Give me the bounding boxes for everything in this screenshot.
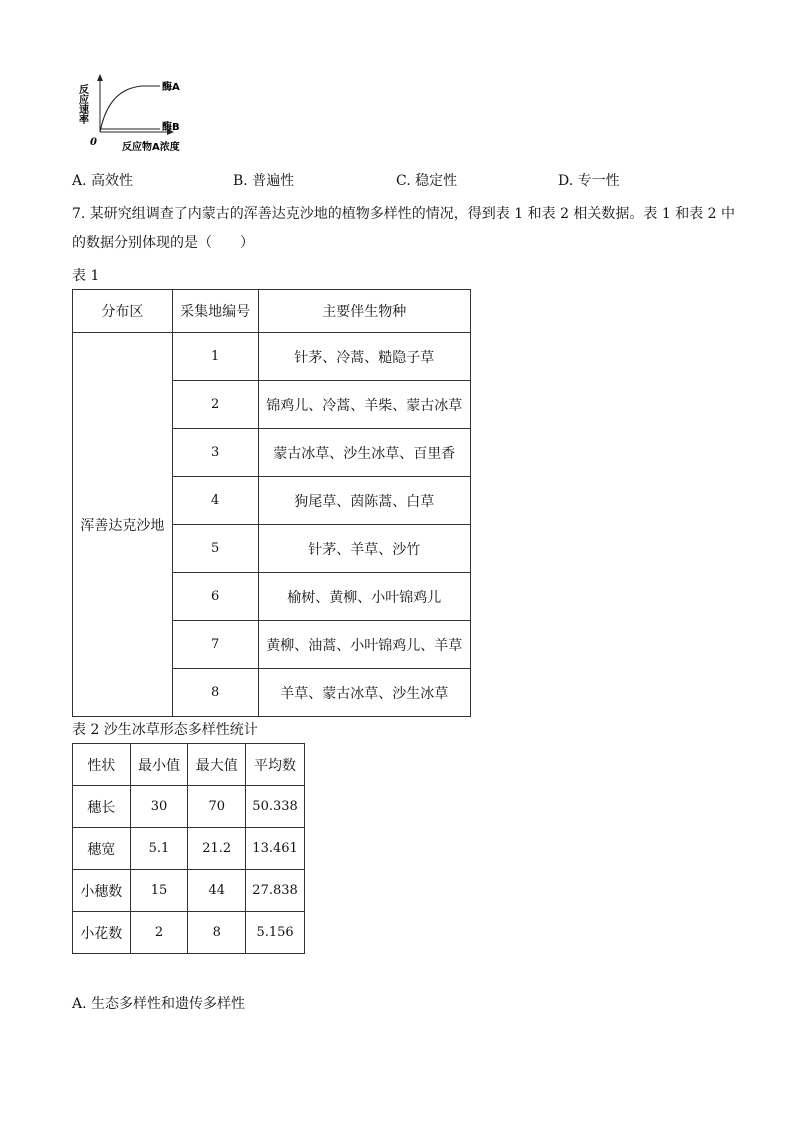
table2-trait-cell: 小花数 <box>73 912 131 954</box>
table1-id-cell: 2 <box>172 381 258 429</box>
table2-header-cell: 平均数 <box>246 744 305 786</box>
table1-species-cell: 榆树、黄柳、小叶锦鸡儿 <box>258 573 470 621</box>
option-a: A. 高效性 <box>72 173 134 189</box>
table1-id-cell: 6 <box>172 573 258 621</box>
x-axis-label: 反应物A浓度 <box>122 142 180 153</box>
table1-id-cell: 8 <box>172 669 258 717</box>
table1-species-cell: 黄柳、油蒿、小叶锦鸡儿、羊草 <box>258 621 470 669</box>
table2-trait-cell: 穗长 <box>73 786 131 828</box>
table1-region-cell: 浑善达克沙地 <box>73 333 173 717</box>
table1-species-cell: 针茅、羊草、沙竹 <box>258 525 470 573</box>
option-b: B. 普遍性 <box>233 173 295 189</box>
question-line-2: 的数据分别体现的是（ ） <box>72 235 254 251</box>
table1-species-cell: 羊草、蒙古冰草、沙生冰草 <box>258 669 470 717</box>
table1-id-cell: 4 <box>172 477 258 525</box>
table2-min-cell: 2 <box>130 912 188 954</box>
table1-id-cell: 1 <box>172 333 258 381</box>
table2-max-cell: 21.2 <box>188 828 246 870</box>
option-d: D. 专一性 <box>558 173 620 189</box>
table1-species-cell: 狗尾草、茵陈蒿、白草 <box>258 477 470 525</box>
table2-mean-cell: 50.338 <box>246 786 305 828</box>
curve-enzyme-a <box>100 86 160 132</box>
table2-header-cell: 最大值 <box>188 744 246 786</box>
enzyme-rate-figure <box>76 72 210 160</box>
table2-min-cell: 15 <box>130 870 188 912</box>
table-row <box>73 786 305 828</box>
table1-id-cell: 3 <box>172 429 258 477</box>
table2-max-cell: 70 <box>188 786 246 828</box>
curve-a-label: 酶A <box>162 82 180 93</box>
table-row <box>73 828 305 870</box>
table1-id-cell: 7 <box>172 621 258 669</box>
table2-header-cell: 最小值 <box>130 744 188 786</box>
table2-trait-cell: 小穗数 <box>73 870 131 912</box>
question-line-1: 7. 某研究组调查了内蒙古的浑善达克沙地的植物多样性的情况，得到表 1 和表 2 相关数据。表 1 和表 2 中 <box>72 206 736 222</box>
table-row <box>73 333 471 381</box>
option-c: C. 稳定性 <box>396 173 458 189</box>
table2-header-row <box>73 744 305 786</box>
table1-header-cell: 分布区 <box>73 290 173 333</box>
curve-b-label: 酶B <box>162 122 180 133</box>
table1-species-cell: 蒙古冰草、沙生冰草、百里香 <box>258 429 470 477</box>
table2-min-cell: 5.1 <box>130 828 188 870</box>
answer-option-a: A. 生态多样性和遗传多样性 <box>72 996 246 1012</box>
table2-mean-cell: 27.838 <box>246 870 305 912</box>
table2-max-cell: 8 <box>188 912 246 954</box>
table2-min-cell: 30 <box>130 786 188 828</box>
table1-header-cell: 主要伴生物种 <box>258 290 470 333</box>
table1-header-row <box>73 290 471 333</box>
table2-mean-cell: 5.156 <box>246 912 305 954</box>
table1-caption: 表 1 <box>72 268 100 284</box>
table1 <box>72 289 471 717</box>
table1-species-cell: 针茅、冷蒿、糙隐子草 <box>258 333 470 381</box>
table2-max-cell: 44 <box>188 870 246 912</box>
table2 <box>72 743 305 954</box>
table-row <box>73 870 305 912</box>
table2-trait-cell: 穗宽 <box>73 828 131 870</box>
table2-mean-cell: 13.461 <box>246 828 305 870</box>
origin-label: 0 <box>90 137 97 148</box>
y-axis-label: 反应速率 <box>76 84 88 124</box>
y-axis-arrow <box>97 74 103 81</box>
table1-header-cell: 采集地编号 <box>172 290 258 333</box>
table1-id-cell: 5 <box>172 525 258 573</box>
table2-caption: 表 2 沙生冰草形态多样性统计 <box>72 722 258 738</box>
table2-header-cell: 性状 <box>73 744 131 786</box>
table-row <box>73 912 305 954</box>
table1-species-cell: 锦鸡儿、冷蒿、羊柴、蒙古冰草 <box>258 381 470 429</box>
